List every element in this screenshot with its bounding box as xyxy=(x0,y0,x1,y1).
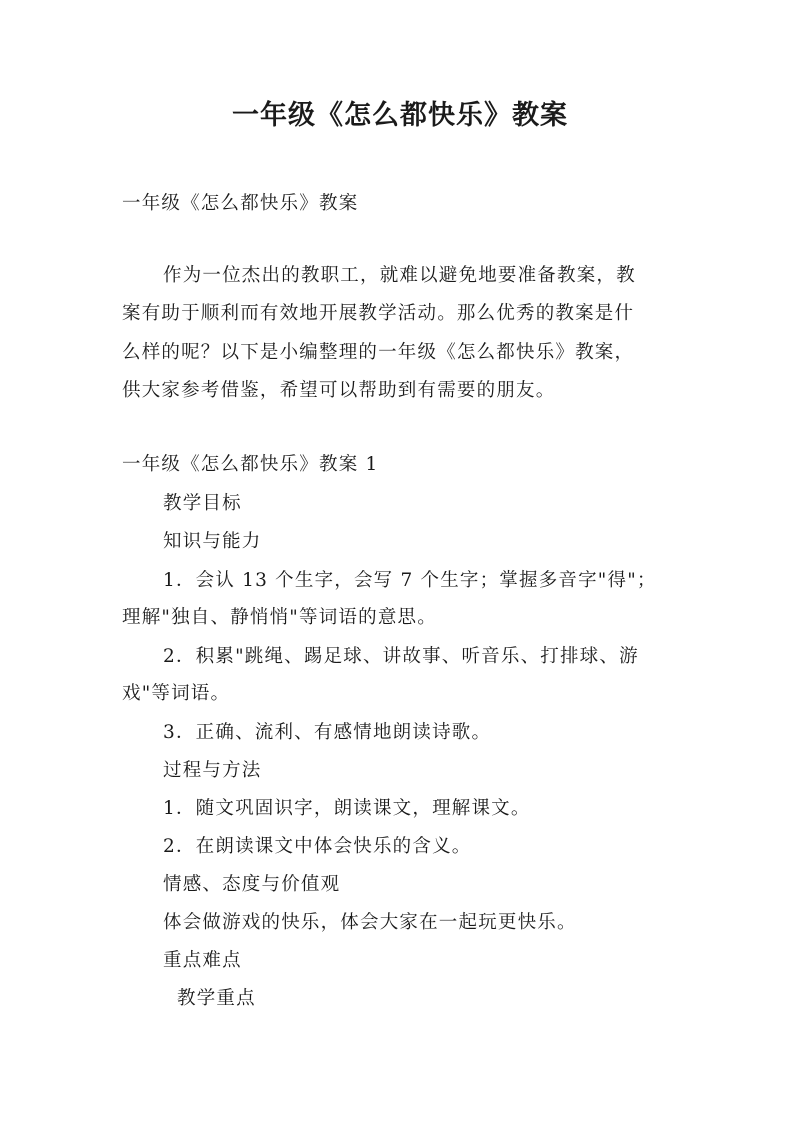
document-title: 一年级《怎么都快乐》教案 xyxy=(232,100,568,131)
body-line: 2．在朗读课文中体会快乐的含义。 xyxy=(163,836,472,857)
heading-emotion-values: 情感、态度与价值观 xyxy=(163,874,341,895)
intro-line: 案有助于顺利而有效地开展教学活动。那么优秀的教案是什 xyxy=(122,303,635,324)
section-heading: 一年级《怎么都快乐》教案 1 xyxy=(122,454,379,475)
heading-process-method: 过程与方法 xyxy=(163,760,262,781)
body-line: 3．正确、流利、有感情地朗读诗歌。 xyxy=(163,722,492,743)
intro-line: 作为一位杰出的教职工，就难以避免地要准备教案，教 xyxy=(163,265,636,286)
intro-line: 供大家参考借鉴，希望可以帮助到有需要的朋友。 xyxy=(122,380,556,401)
heading-knowledge-ability: 知识与能力 xyxy=(163,531,262,552)
body-line: 理解"独自、静悄悄"等词语的意思。 xyxy=(122,607,437,628)
heading-teaching-focus: 教学重点 xyxy=(177,988,256,1009)
body-line: 戏"等词语。 xyxy=(122,683,231,704)
body-line: 1．会认 13 个生字，会写 7 个生字；掌握多音字"得"； xyxy=(163,570,657,591)
heading-teaching-goals: 教学目标 xyxy=(163,493,242,514)
body-line: 体会做游戏的快乐，体会大家在一起玩更快乐。 xyxy=(163,912,577,933)
document-subtitle: 一年级《怎么都快乐》教案 xyxy=(122,193,359,214)
heading-key-difficulties: 重点难点 xyxy=(163,950,242,971)
body-line: 1．随文巩固识字，朗读课文，理解课文。 xyxy=(163,798,531,819)
body-line: 2．积累"跳绳、踢足球、讲故事、听音乐、打排球、游 xyxy=(163,646,639,667)
intro-line: 么样的呢？以下是小编整理的一年级《怎么都快乐》教案， xyxy=(122,342,635,363)
